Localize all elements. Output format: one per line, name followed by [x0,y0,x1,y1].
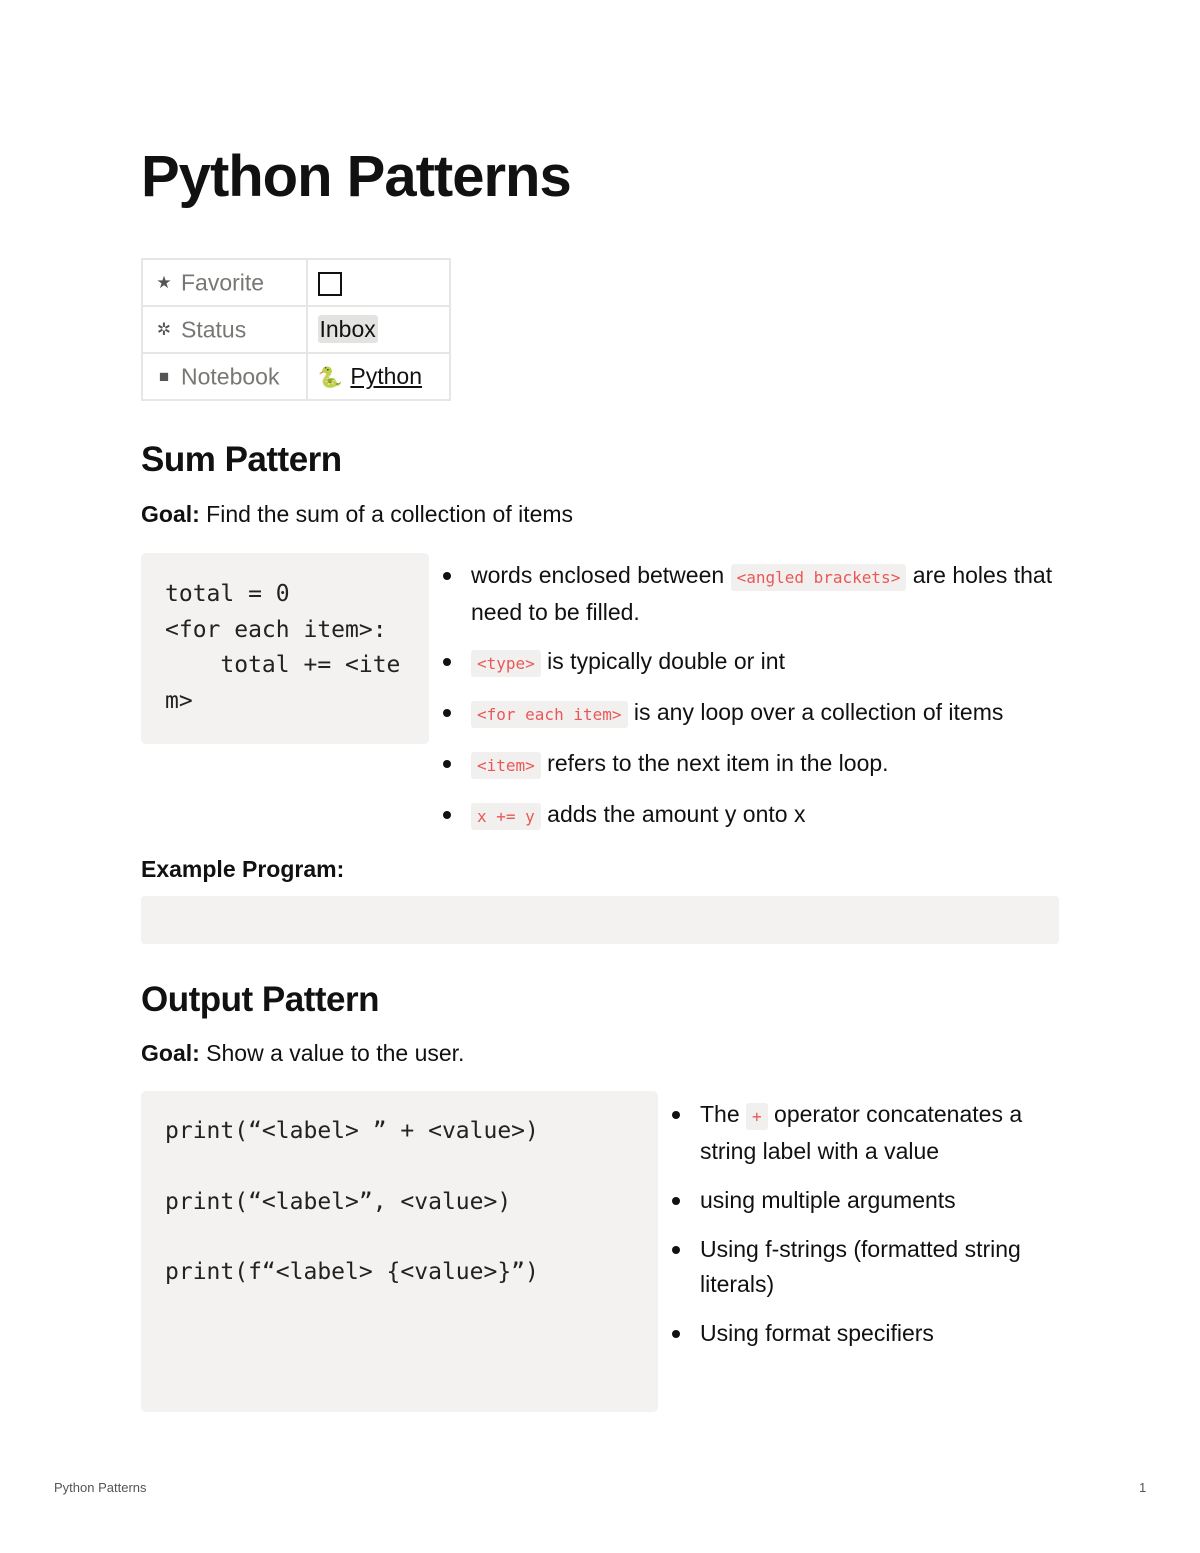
example-code-block[interactable] [141,896,1059,944]
output-pattern-heading: Output Pattern [141,980,379,1019]
list-item: words enclosed between <angled brackets> are holes that need to be filled. [441,558,1061,630]
inline-code: x += y [471,803,541,830]
output-code-block[interactable] [141,1091,658,1412]
properties-table [141,258,451,401]
output-goal: Goal: Show a value to the user. [141,1040,465,1066]
sum-bullet-list [441,558,1061,848]
output-code: print(“<label> ” + <value>) print(“<label>”, <value>) print(f“<label> {<value>}”) [165,1118,539,1286]
example-program-label: Example Program: [141,856,345,882]
status-icon: ✲ [156,320,172,340]
snake-icon: 🐍 [317,367,343,389]
page-title: Python Patterns [141,144,571,209]
property-key: ■ Notebook [142,353,307,400]
notebook-link[interactable]: Python [350,363,423,389]
property-key: ✲ Status [142,306,307,353]
list-item: <for each item> is any loop over a collection of items [441,695,1061,732]
property-value [307,353,451,400]
list-item: <item> refers to the next item in the loop. [441,746,1061,783]
property-key: ★ Favorite [142,259,307,306]
list-item: <type> is typically double or int [441,644,1061,681]
page-number: 1 [1139,1480,1147,1495]
property-row-favorite [142,259,450,306]
list-item: Using format specifiers [670,1316,1070,1351]
output-bullet-list [670,1097,1070,1365]
sum-goal: Goal: Find the sum of a collection of items [141,501,574,527]
star-icon: ★ [156,273,172,293]
status-badge[interactable]: Inbox [319,316,376,342]
property-row-notebook [142,353,450,400]
list-item: Using f-strings (formatted string literals) [670,1232,1070,1302]
favorite-checkbox[interactable] [318,272,342,296]
property-row-status [142,306,450,353]
footer-title: Python Patterns [54,1480,147,1495]
inline-code: <item> [471,752,541,779]
sum-code: total = 0 <for each item>: total += <item> [165,581,401,714]
inline-code: + [746,1103,768,1130]
notebook-icon: ■ [158,367,170,387]
list-item: The + operator concatenates a string label with a value [670,1097,1070,1169]
sum-pattern-heading: Sum Pattern [141,440,342,479]
list-item: x += y adds the amount y onto x [441,797,1061,834]
inline-code: <type> [471,650,541,677]
list-item: using multiple arguments [670,1183,1070,1218]
inline-code: <angled brackets> [731,564,907,591]
inline-code: <for each item> [471,701,628,728]
property-value [307,259,451,306]
sum-code-block[interactable] [141,553,429,744]
property-value[interactable] [307,306,451,353]
